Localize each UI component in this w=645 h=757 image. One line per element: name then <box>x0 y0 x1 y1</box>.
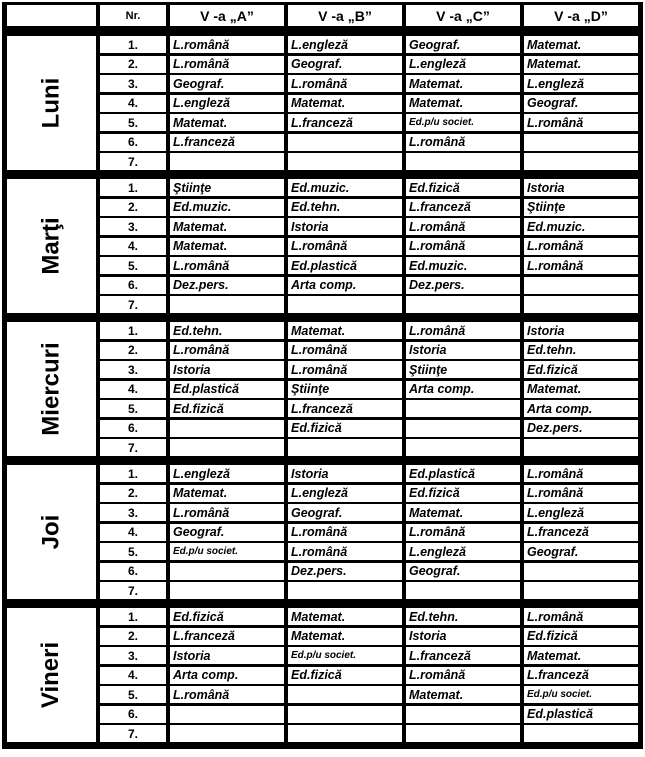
subject-cell: L.română <box>288 75 402 92</box>
subject-cell: L.engleză <box>524 75 638 92</box>
subject-cell: L.română <box>170 36 284 53</box>
subject-cell: Ed.plastică <box>288 257 402 274</box>
subject-cell <box>406 420 520 437</box>
subject-cell <box>406 296 520 313</box>
subject-cell: Matemat. <box>524 56 638 73</box>
subject-cell <box>524 134 638 151</box>
subject-cell: Dez.pers. <box>288 563 402 580</box>
subject-cell: Matemat. <box>288 608 402 625</box>
period-number: 4. <box>100 667 166 684</box>
subject-cell: Istoria <box>170 361 284 378</box>
subject-cell: L.română <box>524 114 638 131</box>
period-number: 6. <box>100 134 166 151</box>
period-number: 1. <box>100 465 166 482</box>
subject-cell: Ed.muzic. <box>170 199 284 216</box>
period-number: 7. <box>100 582 166 599</box>
subject-cell: L.română <box>288 524 402 541</box>
subject-cell: Ed.plastică <box>524 706 638 723</box>
period-number: 2. <box>100 485 166 502</box>
subject-cell: L.română <box>524 257 638 274</box>
day-name: Marţi <box>37 217 65 275</box>
subject-cell: Matemat. <box>524 381 638 398</box>
subject-cell: Matemat. <box>170 114 284 131</box>
header-row <box>2 2 643 28</box>
day-block-2 <box>2 319 643 459</box>
period-number: 7. <box>100 725 166 742</box>
subject-cell: Ştiinţe <box>406 361 520 378</box>
header-class-d: V -a „D” <box>524 5 638 26</box>
subject-cell: Ştiinţe <box>170 179 284 196</box>
period-number: 7. <box>100 439 166 456</box>
subject-cell: L.engleză <box>288 36 402 53</box>
subject-cell: Dez.pers. <box>170 277 284 294</box>
subject-cell: L.română <box>288 361 402 378</box>
subject-cell: L.română <box>406 218 520 235</box>
subject-cell: Ed.fizică <box>406 179 520 196</box>
subject-cell: Ed.fizică <box>524 628 638 645</box>
subject-cell <box>288 134 402 151</box>
period-number: 6. <box>100 706 166 723</box>
subject-cell: Istoria <box>288 218 402 235</box>
subject-cell <box>406 400 520 417</box>
period-number: 5. <box>100 257 166 274</box>
subject-cell: L.română <box>406 322 520 339</box>
subject-cell: Geograf. <box>524 95 638 112</box>
period-number: 1. <box>100 608 166 625</box>
subject-cell: Matemat. <box>170 238 284 255</box>
period-number: 3. <box>100 647 166 664</box>
subject-cell <box>524 582 638 599</box>
subject-cell: Geograf. <box>288 56 402 73</box>
subject-cell: Ed.muzic. <box>524 218 638 235</box>
subject-cell: Matemat. <box>170 218 284 235</box>
subject-cell <box>288 582 402 599</box>
subject-cell <box>406 582 520 599</box>
day-name: Luni <box>37 77 65 129</box>
subject-cell: Geograf. <box>170 75 284 92</box>
period-number: 5. <box>100 686 166 703</box>
subject-cell: Ed.plastică <box>170 381 284 398</box>
period-number: 4. <box>100 238 166 255</box>
period-number: 2. <box>100 628 166 645</box>
subject-cell: Geograf. <box>524 543 638 560</box>
subject-cell: L.română <box>170 56 284 73</box>
subject-cell: Ed.fizică <box>170 608 284 625</box>
subject-cell: Ed.muzic. <box>406 257 520 274</box>
period-number: 2. <box>100 56 166 73</box>
header-class-a: V -a „A” <box>170 5 284 26</box>
subject-cell: Istoria <box>170 647 284 664</box>
day-label-box <box>7 322 96 456</box>
subject-cell <box>524 439 638 456</box>
header-nr: Nr. <box>100 5 166 26</box>
subject-cell <box>170 706 284 723</box>
subject-cell: L.engleză <box>406 543 520 560</box>
subject-cell: Ed.p/u societ. <box>524 686 638 703</box>
subject-cell: L.franceză <box>288 400 402 417</box>
subject-cell: L.română <box>406 238 520 255</box>
day-name: Vineri <box>37 641 65 709</box>
day-label-box <box>7 465 96 599</box>
period-number: 3. <box>100 218 166 235</box>
subject-cell <box>288 439 402 456</box>
subject-cell: Istoria <box>406 342 520 359</box>
period-number: 5. <box>100 114 166 131</box>
subject-cell: Ed.plastică <box>406 465 520 482</box>
period-number: 6. <box>100 420 166 437</box>
day-label-box <box>7 179 96 313</box>
period-number: 3. <box>100 504 166 521</box>
subject-cell: Ştiinţe <box>524 199 638 216</box>
subject-cell <box>406 439 520 456</box>
subject-cell: L.franceză <box>170 628 284 645</box>
subject-cell: L.română <box>406 667 520 684</box>
subject-cell: Ed.p/u societ. <box>170 543 284 560</box>
subject-cell: L.franceză <box>170 134 284 151</box>
subject-cell: Matemat. <box>524 647 638 664</box>
subject-cell: Istoria <box>524 179 638 196</box>
subject-cell: L.franceză <box>406 647 520 664</box>
subject-cell: Matemat. <box>524 36 638 53</box>
subject-cell: L.română <box>524 608 638 625</box>
period-number: 4. <box>100 95 166 112</box>
subject-cell: L.franceză <box>524 667 638 684</box>
subject-cell: L.română <box>288 342 402 359</box>
period-number: 3. <box>100 361 166 378</box>
subject-cell: L.română <box>288 543 402 560</box>
period-number: 4. <box>100 524 166 541</box>
subject-cell: Ed.fizică <box>288 667 402 684</box>
subject-cell <box>524 563 638 580</box>
subject-cell: L.engleză <box>170 95 284 112</box>
subject-cell <box>170 439 284 456</box>
subject-cell: L.engleză <box>170 465 284 482</box>
subject-cell: Geograf. <box>288 504 402 521</box>
subject-cell: L.franceză <box>406 199 520 216</box>
subject-cell <box>170 296 284 313</box>
subject-cell: Arta comp. <box>288 277 402 294</box>
subject-cell <box>288 296 402 313</box>
subject-cell: Geograf. <box>170 524 284 541</box>
subject-cell <box>170 725 284 742</box>
period-number: 2. <box>100 342 166 359</box>
subject-cell <box>406 706 520 723</box>
period-number: 5. <box>100 543 166 560</box>
header-corner <box>7 5 96 26</box>
subject-cell: L.franceză <box>524 524 638 541</box>
subject-cell: Matemat. <box>288 628 402 645</box>
subject-cell: Ed.tehn. <box>406 608 520 625</box>
subject-cell: Dez.pers. <box>524 420 638 437</box>
period-number: 3. <box>100 75 166 92</box>
period-number: 1. <box>100 322 166 339</box>
day-name: Miercuri <box>37 342 65 436</box>
header-class-c: V -a „C” <box>406 5 520 26</box>
subject-cell: Ed.tehn. <box>288 199 402 216</box>
subject-cell: L.română <box>524 238 638 255</box>
period-number: 1. <box>100 179 166 196</box>
subject-cell: Arta comp. <box>524 400 638 417</box>
subject-cell <box>288 725 402 742</box>
subject-cell: L.engleză <box>288 485 402 502</box>
subject-cell: L.română <box>170 342 284 359</box>
day-block-0 <box>2 33 643 173</box>
subject-cell: L.engleză <box>406 56 520 73</box>
subject-cell: Geograf. <box>406 563 520 580</box>
period-number: 6. <box>100 563 166 580</box>
subject-cell <box>406 725 520 742</box>
subject-cell: Arta comp. <box>170 667 284 684</box>
period-number: 4. <box>100 381 166 398</box>
subject-cell: L.română <box>170 686 284 703</box>
timetable <box>2 2 643 749</box>
subject-cell <box>288 706 402 723</box>
subject-cell: Ed.fizică <box>406 485 520 502</box>
subject-cell <box>288 153 402 170</box>
subject-cell <box>406 153 520 170</box>
subject-cell <box>524 725 638 742</box>
subject-cell: L.română <box>524 485 638 502</box>
subject-cell: Ed.p/u societ. <box>288 647 402 664</box>
day-label-box <box>7 608 96 742</box>
subject-cell: L.română <box>406 524 520 541</box>
period-number: 6. <box>100 277 166 294</box>
subject-cell: Istoria <box>406 628 520 645</box>
subject-cell <box>170 420 284 437</box>
subject-cell: Matemat. <box>170 485 284 502</box>
subject-cell: Ed.fizică <box>170 400 284 417</box>
subject-cell <box>288 686 402 703</box>
header-class-b: V -a „B” <box>288 5 402 26</box>
subject-cell: Matemat. <box>406 686 520 703</box>
period-number: 1. <box>100 36 166 53</box>
period-number: 2. <box>100 199 166 216</box>
subject-cell: Ed.muzic. <box>288 179 402 196</box>
subject-cell <box>524 277 638 294</box>
subject-cell: Ed.p/u societ. <box>406 114 520 131</box>
subject-cell: Matemat. <box>406 504 520 521</box>
day-label-box <box>7 36 96 170</box>
day-block-1 <box>2 176 643 316</box>
subject-cell <box>170 563 284 580</box>
subject-cell <box>524 153 638 170</box>
day-block-4 <box>2 605 643 745</box>
subject-cell: L.engleză <box>524 504 638 521</box>
subject-cell: Geograf. <box>406 36 520 53</box>
subject-cell: Ştiinţe <box>288 381 402 398</box>
period-number: 5. <box>100 400 166 417</box>
subject-cell: Ed.fizică <box>524 361 638 378</box>
subject-cell <box>170 582 284 599</box>
day-name: Joi <box>37 514 65 550</box>
subject-cell: Ed.fizică <box>288 420 402 437</box>
subject-cell: Matemat. <box>406 75 520 92</box>
subject-cell: Istoria <box>288 465 402 482</box>
subject-cell: Istoria <box>524 322 638 339</box>
period-number: 7. <box>100 296 166 313</box>
subject-cell: Matemat. <box>288 322 402 339</box>
subject-cell: Ed.tehn. <box>170 322 284 339</box>
subject-cell: Ed.tehn. <box>524 342 638 359</box>
subject-cell: Dez.pers. <box>406 277 520 294</box>
subject-cell: L.română <box>288 238 402 255</box>
period-number: 7. <box>100 153 166 170</box>
day-block-3 <box>2 462 643 602</box>
subject-cell <box>524 296 638 313</box>
subject-cell: Matemat. <box>406 95 520 112</box>
subject-cell: L.română <box>170 257 284 274</box>
subject-cell: L.franceză <box>288 114 402 131</box>
subject-cell: L.română <box>406 134 520 151</box>
subject-cell: Matemat. <box>288 95 402 112</box>
subject-cell <box>170 153 284 170</box>
subject-cell: L.română <box>524 465 638 482</box>
subject-cell: L.română <box>170 504 284 521</box>
subject-cell: Arta comp. <box>406 381 520 398</box>
